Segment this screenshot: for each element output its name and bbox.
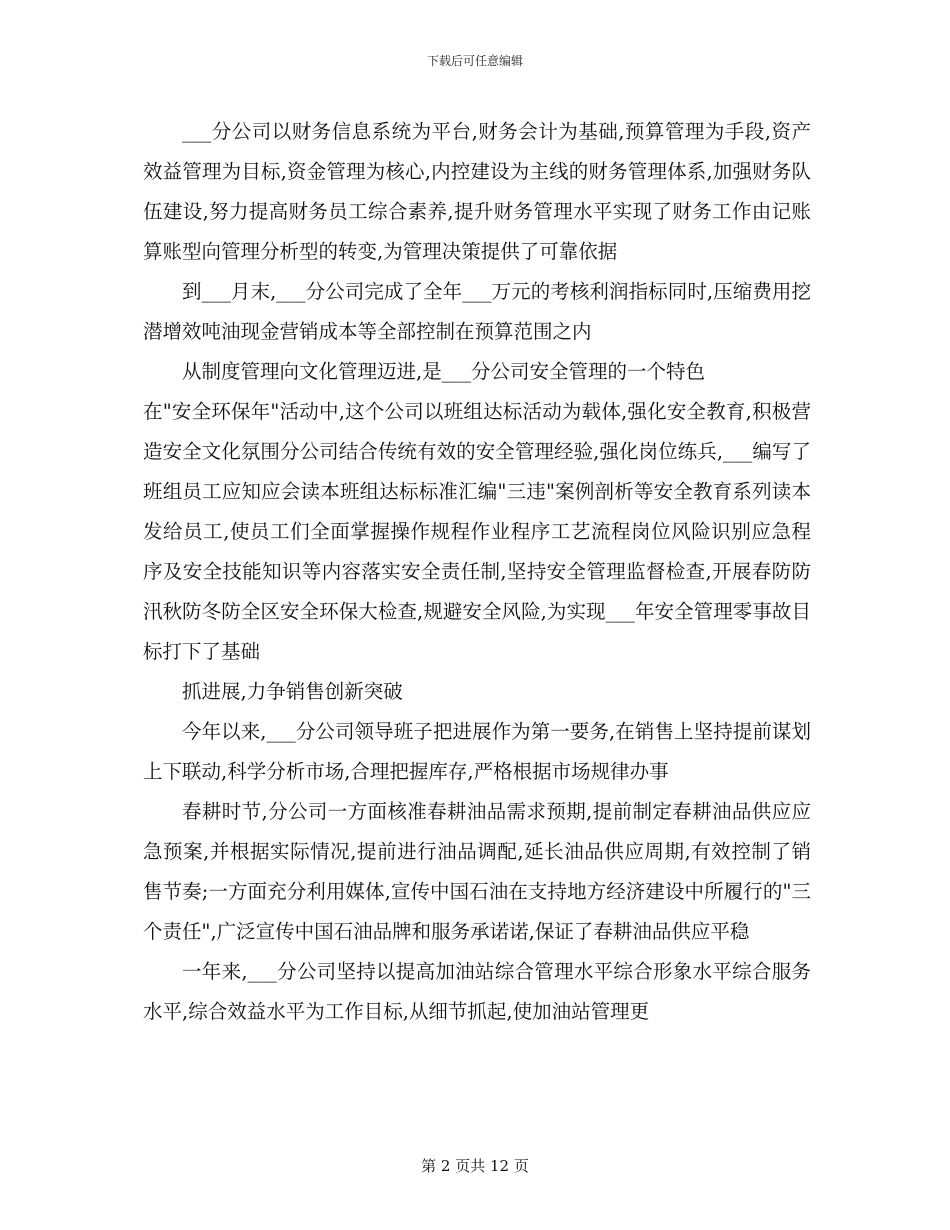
paragraph-spring-plowing: 春耕时节,分公司一方面核准春耕油品需求预期,提前制定春耕油品供应应急预案,并根据实际情况,提前进行油品调配,延长油品供应周期,有效控制了销售节奏;一方面充分利用媒体,宣传中国石油在支持地方经济建设中所履行的"三个责任",广泛宣传中国石油品牌和服务承诺诺,保证了春耕油品供应平稳	[143, 800, 811, 943]
paragraph-safety-activities: 在"安全环保年"活动中,这个公司以班组达标活动为载体,强化安全教育,积极营造安全文化氛围分公司结合传统有效的安全管理经验,强化岗位练兵,___编写了班组员工应知应会读本班组达标标准汇编"三违"案例剖析等安全教育系列读本发给员工,使员工们全面掌握操作规程作业程序工艺流程岗位风险识别应急程序及安全技能知识等内容落实安全责任制,坚持安全管理监督检查,开展春防防汛秋防冬防全区安全环保大检查,规避安全风险,为实现___年安全管理零事故目标打下了基础	[143, 400, 811, 663]
page-header: 下载后可任意编辑	[426, 54, 523, 68]
paragraph-gas-station: 一年来,___分公司坚持以提高加油站综合管理水平综合形象水平综合服务水平,综合效益水平为工作目标,从细节抓起,使加油站管理更	[143, 960, 811, 1023]
paragraph-safety-culture: 从制度管理向文化管理迈进,是___分公司安全管理的一个特色	[182, 360, 705, 383]
paragraph-profit-target: 到___月末,___分公司完成了全年___万元的考核利润指标同时,压缩费用挖潜增效吨油现金营销成本等全部控制在预算范围之内	[143, 280, 811, 343]
page-footer: 第 2 页共 12 页	[421, 1157, 529, 1175]
document-body	[143, 112, 811, 1032]
paragraph-sales-planning: 今年以来,___分公司领导班子把进展作为第一要务,在销售上坚持提前谋划上下联动,科学分析市场,合理把握库存,严格根据市场规律办事	[143, 720, 811, 783]
paragraph-finance-system: ___分公司以财务信息系统为平台,财务会计为基础,预算管理为手段,资产效益管理为目标,资金管理为核心,内控建设为主线的财务管理体系,加强财务队伍建设,努力提高财务员工综合素养,提升财务管理水平实现了财务工作由记账算账型向管理分析型的转变,为管理决策提供了可靠依据	[143, 120, 811, 263]
paragraph-sales-heading: 抓进展,力争销售创新突破	[182, 680, 403, 703]
